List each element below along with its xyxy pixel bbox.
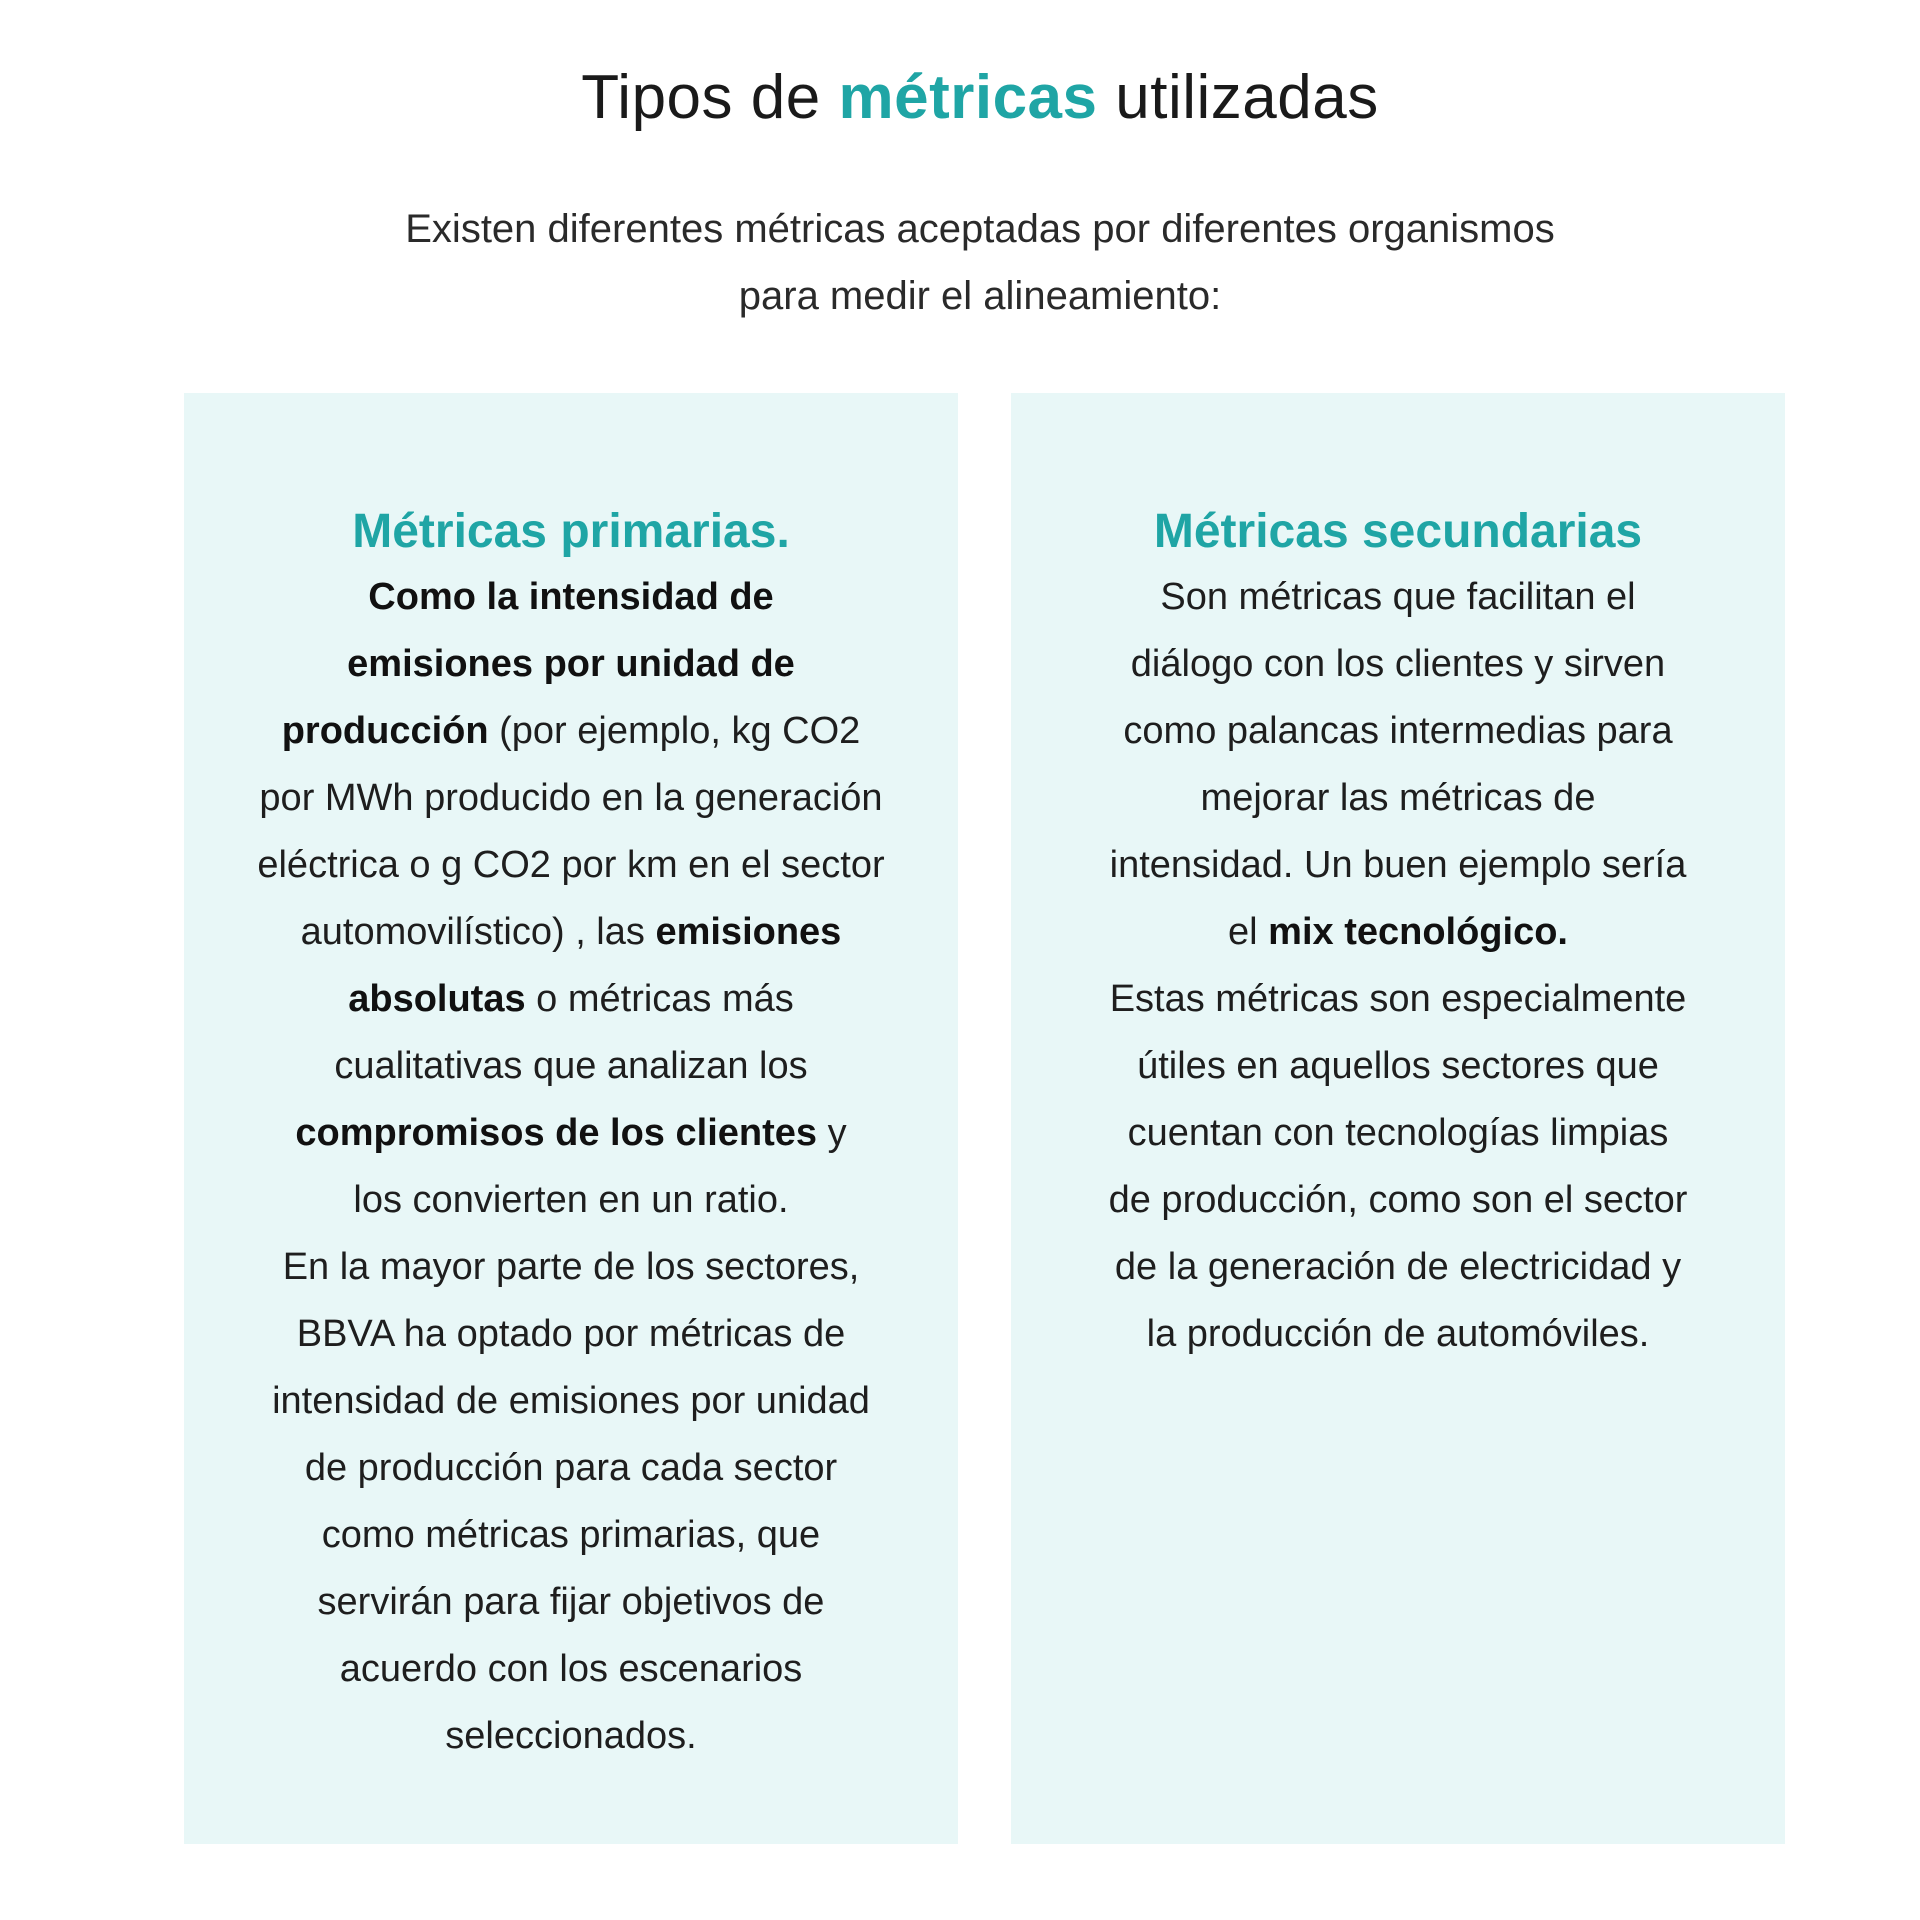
body-text: como métricas primarias, que	[321, 1514, 821, 1556]
body-line	[1011, 966, 1785, 1033]
body-text: seleccionados.	[445, 1715, 697, 1757]
body-text: eléctrica o g CO2 por km en el sector	[257, 844, 885, 886]
secondary-metrics-body	[1011, 564, 1785, 1368]
body-line	[184, 1435, 958, 1502]
body-line	[184, 832, 958, 899]
body-line	[1011, 765, 1785, 832]
body-line	[184, 966, 958, 1033]
primary-metrics-body	[184, 564, 958, 1770]
body-text: automovilístico) , las	[300, 911, 656, 953]
body-line	[1011, 698, 1785, 765]
emphasis-text: compromisos de los clientes	[295, 1112, 818, 1154]
body-line	[1011, 1234, 1785, 1301]
body-line	[1011, 832, 1785, 899]
body-text: Son métricas que facilitan el	[1160, 576, 1636, 618]
body-line	[184, 899, 958, 966]
intro-line: para medir el alineamiento:	[738, 274, 1222, 318]
title-accent: métricas	[838, 63, 1098, 132]
body-text: servirán para fijar objetivos de	[317, 1581, 825, 1623]
body-line	[184, 1502, 958, 1569]
body-line	[184, 631, 958, 698]
body-line	[1011, 1100, 1785, 1167]
primary-metrics-card	[184, 393, 958, 1844]
emphasis-text: emisiones por unidad de	[347, 643, 795, 685]
body-line	[184, 1301, 958, 1368]
page-title	[0, 62, 1920, 133]
body-line	[184, 1100, 958, 1167]
intro-line: Existen diferentes métricas aceptadas por diferentes organismos	[405, 207, 1555, 251]
emphasis-text: emisiones	[655, 911, 842, 953]
body-text: Estas métricas son especialmente	[1109, 978, 1687, 1020]
emphasis-text: mix tecnológico.	[1268, 911, 1568, 953]
body-text: y	[817, 1112, 847, 1154]
body-text: por MWh producido en la generación	[259, 777, 883, 819]
secondary-metrics-card	[1011, 393, 1785, 1844]
body-line	[184, 765, 958, 832]
body-line	[1011, 1033, 1785, 1100]
emphasis-text: Como la intensidad de	[368, 576, 774, 618]
body-text: de producción para cada sector	[304, 1447, 838, 1489]
body-line	[184, 1636, 958, 1703]
body-text: intensidad. Un buen ejemplo sería	[1109, 844, 1687, 886]
title-suffix: utilizadas	[1115, 63, 1379, 132]
body-text: cualitativas que analizan los	[334, 1045, 808, 1087]
body-line	[1011, 1167, 1785, 1234]
body-line	[184, 1368, 958, 1435]
body-text: o métricas más	[525, 978, 794, 1020]
body-text: diálogo con los clientes y sirven	[1130, 643, 1666, 685]
body-text: la producción de automóviles.	[1146, 1313, 1650, 1355]
body-line	[1011, 899, 1785, 966]
title-prefix: Tipos de	[581, 63, 821, 132]
body-text: intensidad de emisiones por unidad	[272, 1380, 870, 1422]
body-line	[184, 1033, 958, 1100]
body-text: BBVA ha optado por métricas de	[296, 1313, 846, 1355]
body-text: como palancas intermedias para	[1123, 710, 1673, 752]
secondary-metrics-title: Métricas secundarias	[1153, 505, 1643, 558]
intro-text	[0, 196, 1920, 330]
body-line	[184, 1569, 958, 1636]
body-text: de la generación de electricidad y	[1114, 1246, 1682, 1288]
body-text: cuentan con tecnologías limpias	[1127, 1112, 1669, 1154]
body-text: mejorar las métricas de	[1200, 777, 1596, 819]
body-text: (por ejemplo, kg CO2	[488, 710, 861, 752]
body-line	[1011, 1301, 1785, 1368]
body-text: los convierten en un ratio.	[353, 1179, 789, 1221]
body-line	[1011, 631, 1785, 698]
body-line	[184, 1234, 958, 1301]
body-line	[1011, 564, 1785, 631]
body-line	[184, 698, 958, 765]
body-text: En la mayor parte de los sectores,	[282, 1246, 860, 1288]
body-text: acuerdo con los escenarios	[339, 1648, 803, 1690]
body-text: útiles en aquellos sectores que	[1137, 1045, 1659, 1087]
body-line	[184, 1167, 958, 1234]
body-line	[184, 1703, 958, 1770]
body-text: el	[1228, 911, 1269, 953]
body-line	[184, 564, 958, 631]
primary-metrics-title: Métricas primarias.	[352, 505, 790, 558]
emphasis-text: absolutas	[348, 978, 526, 1020]
emphasis-text: producción	[281, 710, 489, 752]
body-text: de producción, como son el sector	[1108, 1179, 1688, 1221]
